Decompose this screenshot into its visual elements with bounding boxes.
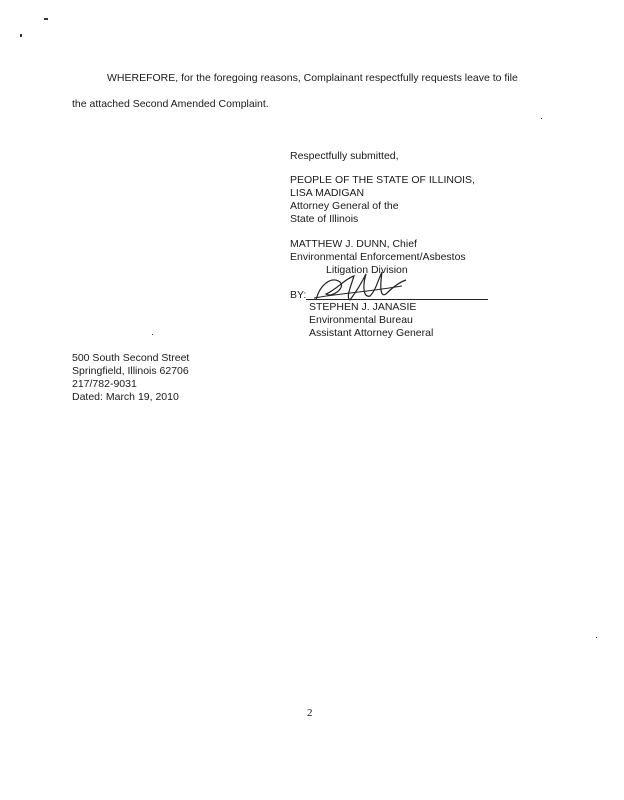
- party-block: [290, 174, 475, 226]
- state-name: State of Illinois: [290, 213, 359, 225]
- division-chief: MATTHEW J. DUNN, Chief: [290, 238, 417, 250]
- signature-line: [306, 299, 488, 300]
- address-phone: 217/782-9031: [72, 378, 137, 390]
- party-name: PEOPLE OF THE STATE OF ILLINOIS,: [290, 174, 475, 186]
- by-label: BY:: [290, 289, 307, 301]
- scan-mark: [44, 18, 48, 20]
- address-city: Springfield, Illinois 62706: [72, 365, 189, 377]
- scan-mark: [596, 637, 597, 638]
- address-street: 500 South Second Street: [72, 352, 190, 364]
- closing: Respectfully submitted,: [290, 150, 399, 162]
- signer-name: STEPHEN J. JANASIE: [309, 301, 417, 313]
- division-block: [290, 238, 466, 264]
- signer-block: [309, 301, 433, 340]
- date-line: Dated: March 19, 2010: [72, 391, 179, 403]
- division-name: Environmental Enforcement/Asbestos: [290, 251, 466, 263]
- signer-title: Assistant Attorney General: [309, 327, 434, 339]
- attorney-general-name: LISA MADIGAN: [290, 187, 365, 199]
- scan-mark: [152, 334, 153, 335]
- scan-mark: [541, 118, 542, 119]
- division-name-cont: Litigation Division: [326, 264, 408, 276]
- signer-bureau: Environmental Bureau: [309, 314, 413, 326]
- body-paragraph-line-1: WHEREFORE, for the foregoing reasons, Complainant respectfully requests leave to file: [107, 72, 518, 84]
- page-number: 2: [307, 707, 313, 719]
- address-block: [72, 352, 189, 404]
- attorney-general-title: Attorney General of the: [290, 200, 399, 212]
- scan-mark: [20, 34, 22, 37]
- body-paragraph-line-2: the attached Second Amended Complaint.: [72, 98, 269, 110]
